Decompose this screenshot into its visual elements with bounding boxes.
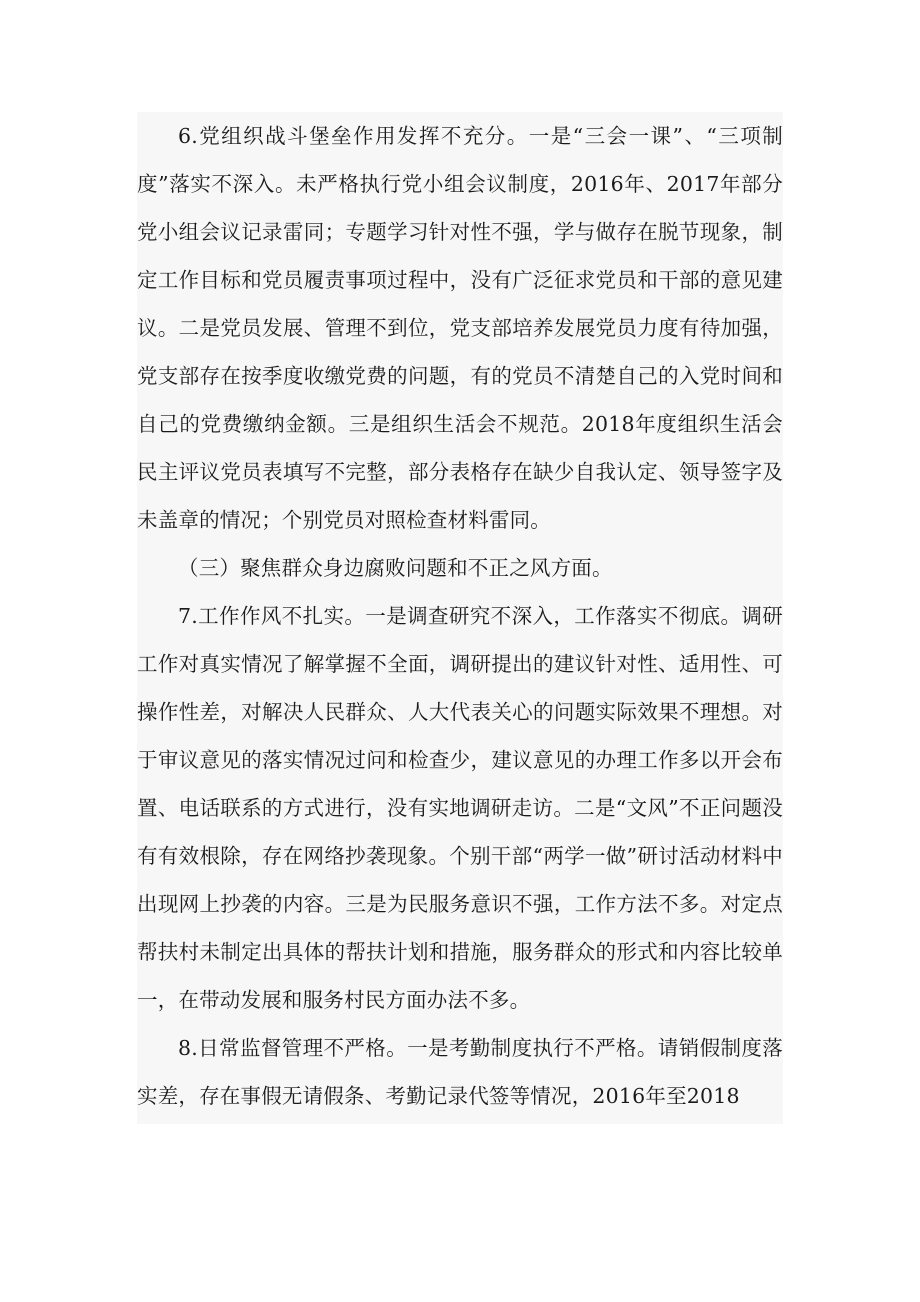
paragraph-7: 7.工作作风不扎实。一是调查研究不深入，工作落实不彻底。调研工作对真实情况了解掌握不全面，调研提出的建议针对性、适用性、可操作性差，对解决人民群众、人大代表关心的问题实际效果不理想。对于审议意见的落实情况过问和检查少，建议意见的办理工作多以开会布置、电话联系的方式进行，没有实地调研走访。二是“文风”不正问题没有有效根除，存在网络抄袭现象。个别干部“两学一做”研讨活动材料中出现网上抄袭的内容。三是为民服务意识不强，工作方法不多。对定点帮扶村未制定出具体的帮扶计划和措施，服务群众的形式和内容比较单一，在带动发展和服务村民方面办法不多。 (137, 604, 783, 1012)
paragraph-6: 6.党组织战斗堡垒作用发挥不充分。一是“三会一课”、“三项制度”落实不深入。未严格执行党小组会议制度，2016年、2017年部分党小组会议记录雷同；专题学习针对性不强，学与做存在脱节现象，制定工作目标和党员履责事项过程中，没有广泛征求党员和干部的意见建议。二是党员发展、管理不到位，党支部培养发展党员力度有待加强，党支部存在按季度收缴党费的问题，有的党员不清楚自己的入党时间和自己的党费缴纳金额。三是组织生活会不规范。2018年度组织生活会民主评议党员表填写不完整，部分表格存在缺少自我认定、领导签字及未盖章的情况；个别党员对照检查材料雷同。 (137, 124, 783, 532)
paragraph-8: 8.日常监督管理不严格。一是考勤制度执行不严格。请销假制度落实差，存在事假无请假条、考勤记录代签等情况，2016年至2018 (137, 1036, 783, 1108)
section-heading-3: （三）聚焦群众身边腐败问题和不正之风方面。 (178, 556, 613, 580)
document-body (137, 112, 783, 1120)
